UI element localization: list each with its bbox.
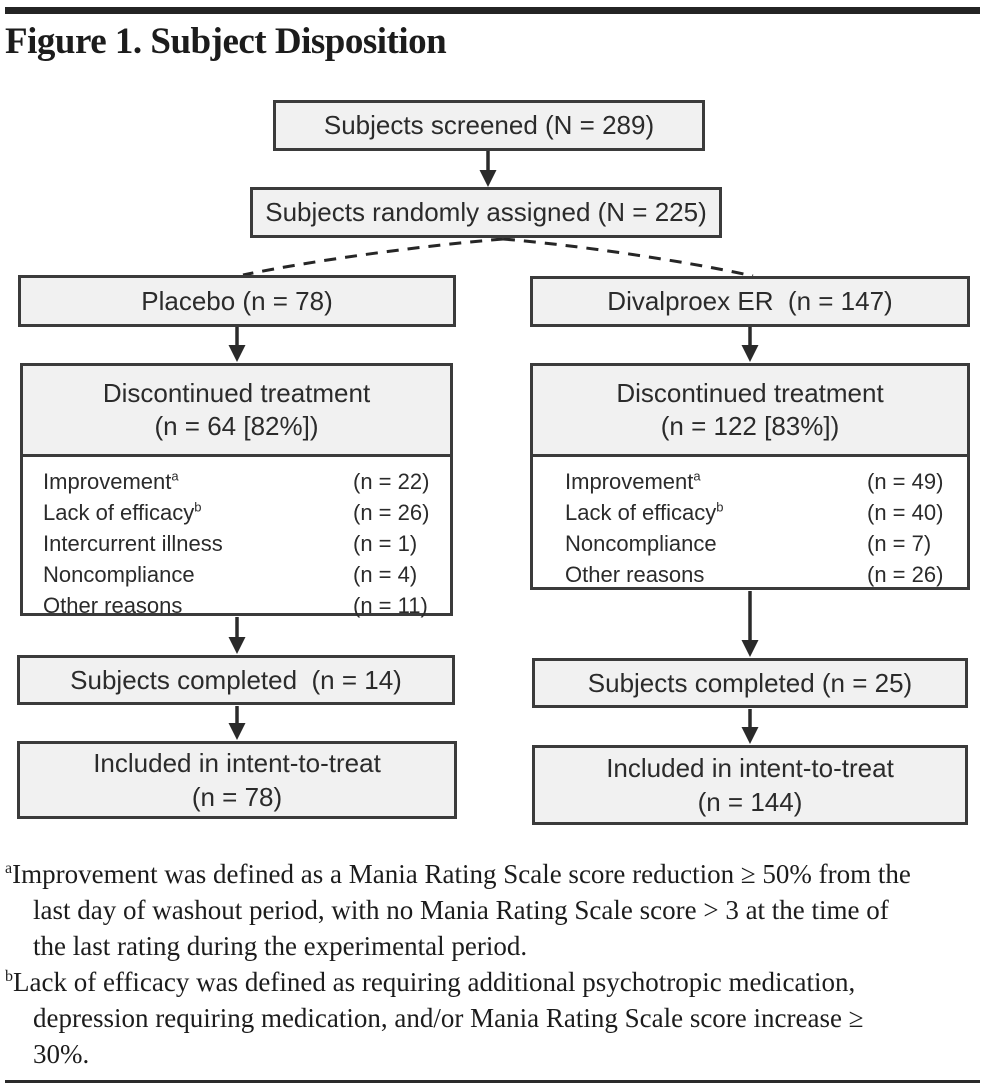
- arrow-screened-to-assigned: [480, 151, 497, 187]
- reason-label: Improvement: [565, 469, 694, 494]
- reason-count: (n = 7): [867, 531, 932, 556]
- reason-count: (n = 22): [353, 469, 430, 494]
- footnote-b-text: Lack of efficacy was defined as requiring additional psychotropic medication, depression requiring medication, and/or Mania Rating Scale score increase ≥ 30%.: [13, 967, 864, 1069]
- arrow-placebo-to-discontinued: [229, 327, 246, 362]
- reason-label: Other reasons: [565, 562, 705, 587]
- reason-row: [533, 497, 967, 528]
- box-discontinued-right: [530, 363, 970, 590]
- reason-label: Improvement: [43, 469, 172, 494]
- reason-row: [23, 559, 450, 590]
- discontinued-left-title: Discontinued treatment: [102, 378, 371, 408]
- discontinued-right-reasons: [533, 457, 967, 590]
- box-subjects-randomly-assigned: [250, 187, 722, 238]
- box-subjects-screened-label: Subjects screened (N = 289): [323, 110, 655, 140]
- reason-row: [533, 528, 967, 559]
- box-divalproex-arm: [530, 276, 970, 327]
- reason-label: Noncompliance: [565, 531, 717, 556]
- reason-footnote-marker: a: [693, 468, 701, 484]
- discontinued-left-reasons: [23, 457, 450, 621]
- footnote-b: [5, 964, 912, 1072]
- reason-count: (n = 26): [353, 500, 430, 525]
- box-itt-left: [17, 741, 457, 819]
- discontinued-left-header: [23, 366, 450, 457]
- box-completed-left-label: Subjects completed (n = 14): [70, 664, 402, 695]
- footnote-a-marker: a: [5, 860, 13, 877]
- reason-label: Intercurrent illness: [43, 531, 223, 556]
- reason-count: (n = 4): [353, 562, 418, 587]
- reason-count: (n = 11): [353, 593, 428, 618]
- arrow-discontinued-to-completed-left: [229, 617, 246, 654]
- reason-count: (n = 49): [867, 469, 944, 494]
- reason-row: [23, 466, 450, 497]
- arrow-completed-to-itt-left: [229, 706, 246, 740]
- discontinued-right-title: Discontinued treatment: [616, 378, 884, 408]
- box-completed-right-label: Subjects completed (n = 25): [587, 667, 913, 698]
- arrow-divalproex-to-discontinued: [742, 327, 759, 362]
- box-subjects-screened: [273, 100, 705, 151]
- box-itt-left-line1: Included in intent-to-treat: [93, 748, 381, 778]
- reason-row: [23, 590, 450, 621]
- box-discontinued-left: [20, 363, 453, 616]
- reason-footnote-marker: b: [194, 499, 202, 515]
- figure-title: Figure 1. Subject Disposition: [5, 21, 447, 62]
- figure-footnotes: [5, 856, 912, 1072]
- box-itt-right-line1: Included in intent-to-treat: [606, 753, 894, 783]
- box-subjects-randomly-assigned-label: Subjects randomly assigned (N = 225): [265, 197, 707, 227]
- footnote-a: [5, 856, 912, 964]
- reason-row: [533, 466, 967, 497]
- discontinued-left-count: (n = 64 [82%]): [154, 411, 319, 441]
- reason-label: Other reasons: [43, 593, 183, 618]
- reason-row: [533, 559, 967, 590]
- box-divalproex-arm-label: Divalproex ER (n = 147): [607, 286, 893, 316]
- box-placebo-arm: [18, 275, 456, 327]
- box-placebo-arm-label: Placebo (n = 78): [141, 285, 333, 316]
- arrow-completed-to-itt-right: [742, 709, 759, 744]
- box-itt-right-line2: (n = 144): [697, 787, 803, 817]
- box-completed-right: [532, 658, 968, 708]
- reason-label: Noncompliance: [43, 562, 195, 587]
- reason-row: [23, 497, 450, 528]
- box-completed-left: [17, 655, 455, 705]
- discontinued-right-header: [533, 366, 967, 457]
- reason-label: Lack of efficacy: [565, 500, 717, 525]
- branch-dashed-line-right: [503, 239, 753, 276]
- reason-label: Lack of efficacy: [43, 500, 195, 525]
- bottom-rule: [5, 1080, 980, 1083]
- footnote-a-text: Improvement was defined as a Mania Rating Scale score reduction ≥ 50% from the last day of washout period, with no Mania Rating Scale score > 3 at the time of the last rating during the experimental period.: [12, 859, 911, 961]
- box-itt-left-line2: (n = 78): [191, 782, 283, 812]
- reason-footnote-marker: a: [171, 468, 179, 484]
- box-itt-right: [532, 745, 968, 825]
- reason-count: (n = 26): [867, 562, 944, 587]
- branch-dashed-line-left: [243, 239, 503, 275]
- footnote-b-marker: b: [5, 968, 13, 985]
- discontinued-right-count: (n = 122 [83%]): [660, 411, 840, 441]
- reason-count: (n = 1): [353, 531, 418, 556]
- arrow-discontinued-to-completed-right: [742, 591, 759, 657]
- reason-count: (n = 40): [867, 500, 944, 525]
- reason-row: [23, 528, 450, 559]
- reason-footnote-marker: b: [716, 499, 724, 515]
